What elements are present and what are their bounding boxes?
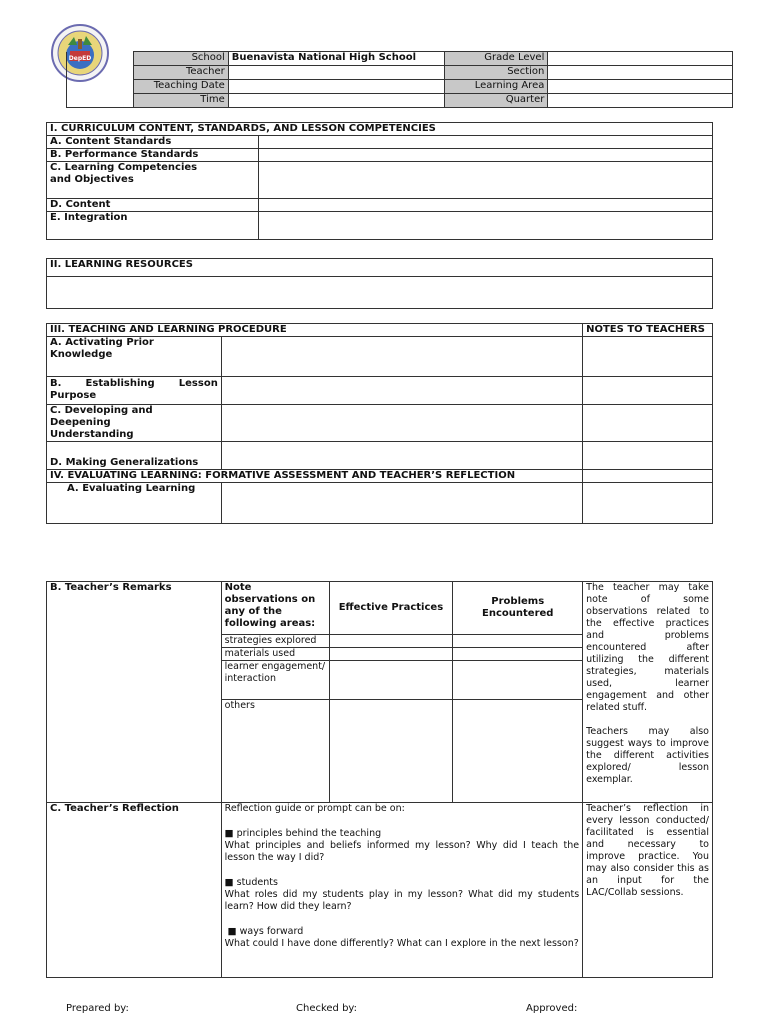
content-standards-label: A. Content Standards bbox=[47, 136, 259, 149]
time-value[interactable] bbox=[228, 94, 445, 108]
activating-prior-value[interactable] bbox=[221, 337, 582, 377]
curriculum-table bbox=[46, 122, 713, 240]
generalizations-notes[interactable] bbox=[583, 442, 713, 470]
activating-prior-label: A. Activating Prior Knowledge bbox=[47, 337, 222, 377]
svg-text:DepED: DepED bbox=[68, 55, 92, 62]
grade-level-label: Grade Level bbox=[445, 52, 548, 66]
teaching-date-value[interactable] bbox=[228, 80, 445, 94]
problems-header: Problems Encountered bbox=[453, 582, 583, 635]
developing-label: C. Developing and Deepening Understanding bbox=[47, 405, 222, 442]
learning-area-value[interactable] bbox=[548, 80, 733, 94]
evaluating-title: IV. EVALUATING LEARNING: FORMATIVE ASSESSMENT AND TEACHER’S REFLECTION bbox=[47, 470, 583, 483]
reflection-bullet-2: ■ students bbox=[224, 877, 278, 888]
effective-header: Effective Practices bbox=[329, 582, 453, 635]
section3-title: III. TEACHING AND LEARNING PROCEDURE bbox=[47, 324, 583, 337]
content-label: D. Content bbox=[47, 199, 259, 212]
reflection-label: C. Teacher’s Reflection bbox=[47, 803, 222, 978]
learning-area-label: Learning Area bbox=[445, 80, 548, 94]
generalizations-label: D. Making Generalizations bbox=[47, 442, 222, 470]
materials-effective[interactable] bbox=[329, 648, 453, 661]
quarter-value[interactable] bbox=[548, 94, 733, 108]
lesson-purpose-notes[interactable] bbox=[583, 377, 713, 405]
learning-resources-table bbox=[46, 258, 713, 309]
section1-title: I. CURRICULUM CONTENT, STANDARDS, AND LESSON COMPETENCIES bbox=[47, 123, 713, 136]
reflection-guide[interactable] bbox=[221, 803, 583, 978]
area-strategies: strategies explored bbox=[221, 635, 329, 648]
checked-by-label: Checked by: bbox=[296, 1003, 357, 1014]
reflection-text-2: What roles did my students play in my lesson? What did my students learn? How did they learn? bbox=[224, 889, 580, 912]
observe-header: Note observations on any of the following areas: bbox=[221, 582, 329, 635]
teaching-date-label: Teaching Date bbox=[133, 80, 228, 94]
generalizations-value[interactable] bbox=[221, 442, 582, 470]
integration-value[interactable] bbox=[258, 212, 712, 240]
others-effective[interactable] bbox=[329, 700, 453, 803]
teacher-value[interactable] bbox=[228, 66, 445, 80]
quarter-label: Quarter bbox=[445, 94, 548, 108]
integration-label: E. Integration bbox=[47, 212, 259, 240]
evaluating-learning-value[interactable] bbox=[221, 483, 582, 524]
section-label: Section bbox=[445, 66, 548, 80]
performance-standards-value[interactable] bbox=[258, 149, 712, 162]
logo-cell bbox=[67, 52, 134, 108]
remarks-note-2: Teachers may also suggest ways to improve the different activities explored/ lesson exemplar. bbox=[586, 726, 709, 785]
evaluating-title-notes bbox=[583, 470, 713, 483]
remarks-note bbox=[583, 582, 713, 803]
notes-header: NOTES TO TEACHERS bbox=[583, 324, 713, 337]
evaluating-learning-notes[interactable] bbox=[583, 483, 713, 524]
activating-prior-notes[interactable] bbox=[583, 337, 713, 377]
area-engagement: learner engagement/ interaction bbox=[221, 661, 329, 700]
others-problems[interactable] bbox=[453, 700, 583, 803]
remarks-note-1: The teacher may take note of some observations related to the effective practices and problems encountered after utilizing the different strategies, materials used, learner engagement and other related stuff. bbox=[586, 582, 709, 713]
prepared-by-label: Prepared by: bbox=[66, 1003, 129, 1014]
section-value[interactable] bbox=[548, 66, 733, 80]
developing-notes[interactable] bbox=[583, 405, 713, 442]
learning-competencies-value[interactable] bbox=[258, 162, 712, 199]
area-others: others bbox=[221, 700, 329, 803]
content-standards-value[interactable] bbox=[258, 136, 712, 149]
engagement-problems[interactable] bbox=[453, 661, 583, 700]
engagement-effective[interactable] bbox=[329, 661, 453, 700]
procedure-table bbox=[46, 323, 713, 524]
learning-competencies-label: C. Learning Competencies and Objectives bbox=[47, 162, 259, 199]
strategies-problems[interactable] bbox=[453, 635, 583, 648]
evaluating-learning-label: A. Evaluating Learning bbox=[47, 483, 222, 524]
area-materials: materials used bbox=[221, 648, 329, 661]
content-value[interactable] bbox=[258, 199, 712, 212]
teacher-label: Teacher bbox=[133, 66, 228, 80]
reflection-bullet-3: ■ ways forward bbox=[224, 926, 304, 937]
reflection-intro: Reflection guide or prompt can be on: bbox=[224, 803, 405, 814]
section2-title: II. LEARNING RESOURCES bbox=[47, 259, 713, 277]
school-value[interactable]: Buenavista National High School bbox=[228, 52, 445, 66]
materials-problems[interactable] bbox=[453, 648, 583, 661]
lesson-purpose-value[interactable] bbox=[221, 377, 582, 405]
grade-level-value[interactable] bbox=[548, 52, 733, 66]
learning-resources-value[interactable] bbox=[47, 277, 713, 309]
school-label: School bbox=[133, 52, 228, 66]
reflection-note: Teacher’s reflection in every lesson conducted/ facilitated is essential and necessary to improve practice. You may also consider this as an input for the LAC/Collab sessions. bbox=[583, 803, 713, 978]
developing-value[interactable] bbox=[221, 405, 582, 442]
reflection-text-1: What principles and beliefs informed my lesson? Why did I teach the lesson the way I did? bbox=[224, 840, 580, 863]
reflection-bullet-1: ■ principles behind the teaching bbox=[224, 828, 382, 839]
header-table bbox=[66, 51, 733, 108]
remarks-label: B. Teacher’s Remarks bbox=[47, 582, 222, 803]
strategies-effective[interactable] bbox=[329, 635, 453, 648]
lesson-purpose-label: B. Establishing Lesson Purpose bbox=[47, 377, 222, 405]
performance-standards-label: B. Performance Standards bbox=[47, 149, 259, 162]
approved-label: Approved: bbox=[526, 1003, 578, 1014]
time-label: Time bbox=[133, 94, 228, 108]
reflection-text-3: What could I have done differently? What can I explore in the next lesson? bbox=[224, 938, 579, 949]
remarks-reflection-table bbox=[46, 581, 713, 978]
